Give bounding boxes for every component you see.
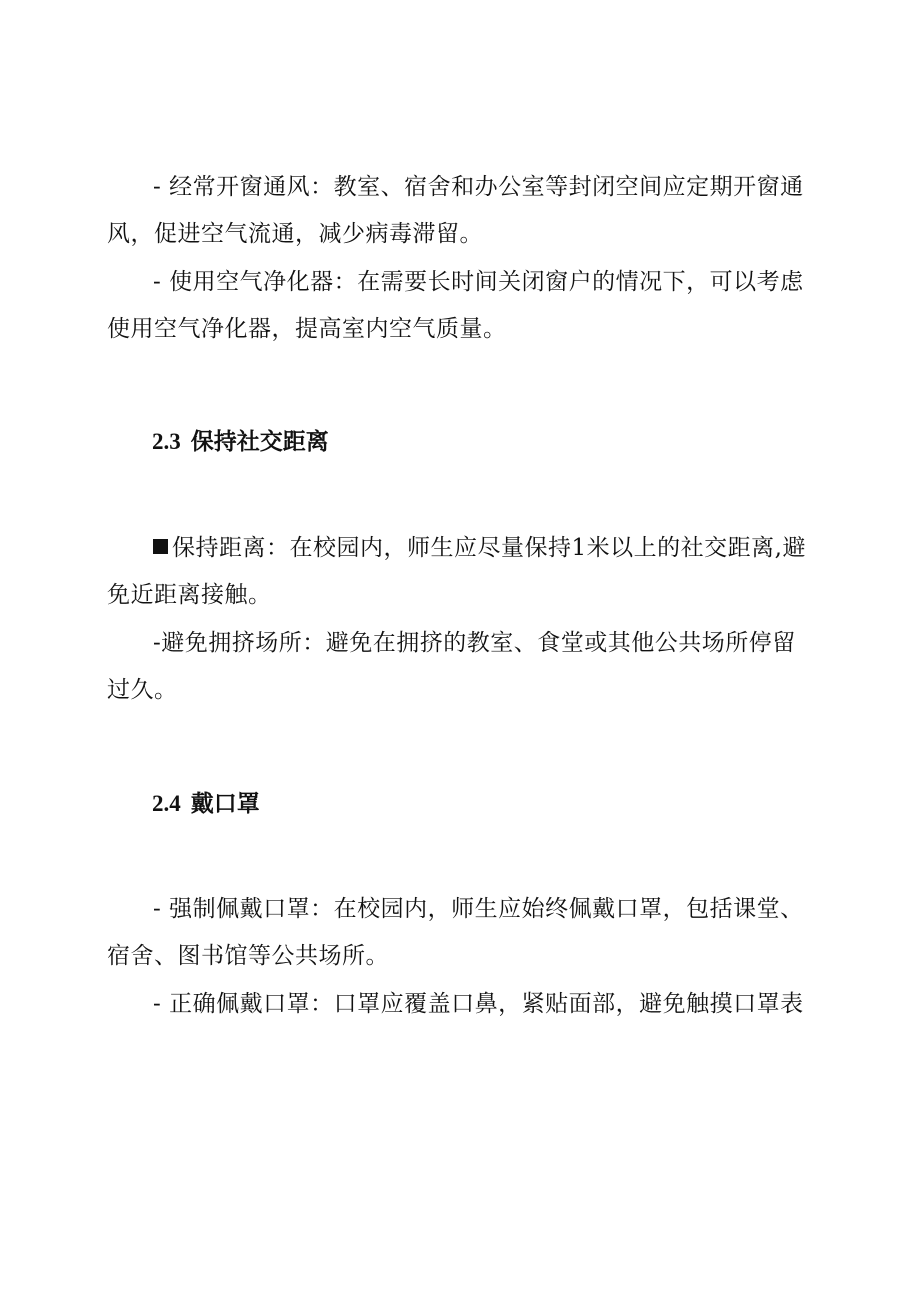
section-heading-2-4	[152, 789, 260, 819]
paragraph-text: 避免拥挤场所：避免在拥挤的教室、食堂或其他公共场所停留过久。	[107, 630, 796, 703]
dash-marker: -	[153, 269, 170, 295]
paragraph-mandatory-mask	[107, 886, 807, 980]
paragraph-text: 保持距离：在校园内，师生应尽量保持1米以上的社交距离,避免近距离接触。	[107, 535, 806, 608]
paragraph-text: 经常开窗通风：教室、宿舍和办公室等封闭空间应定期开窗通风，促进空气流通，减少病毒滞留。	[107, 174, 804, 247]
dash-marker: -	[153, 174, 170, 200]
dash-marker: -	[153, 991, 170, 1017]
paragraph-avoid-crowds	[107, 620, 807, 714]
paragraph-text: 正确佩戴口罩：口罩应覆盖口鼻，紧贴面部，避免触摸口罩表	[169, 991, 804, 1017]
section-title: 保持社交距离	[190, 429, 329, 455]
paragraph-ventilation	[107, 164, 807, 258]
section-title: 戴口罩	[190, 791, 260, 817]
paragraph-keep-distance	[107, 525, 807, 619]
paragraph-air-purifier	[107, 259, 807, 353]
paragraph-correct-mask	[107, 981, 807, 1028]
paragraph-text: 强制佩戴口罩：在校园内，师生应始终佩戴口罩，包括课堂、宿舍、图书馆等公共场所。	[107, 896, 804, 969]
section-number: 2.4	[152, 791, 181, 816]
square-bullet-icon	[153, 539, 168, 554]
section-number: 2.3	[152, 429, 181, 454]
paragraph-text: 使用空气净化器：在需要长时间关闭窗户的情况下，可以考虑使用空气净化器，提高室内空气质量。	[107, 269, 804, 342]
dash-marker: -	[153, 630, 162, 656]
section-heading-2-3	[152, 427, 329, 457]
dash-marker: -	[153, 896, 170, 922]
